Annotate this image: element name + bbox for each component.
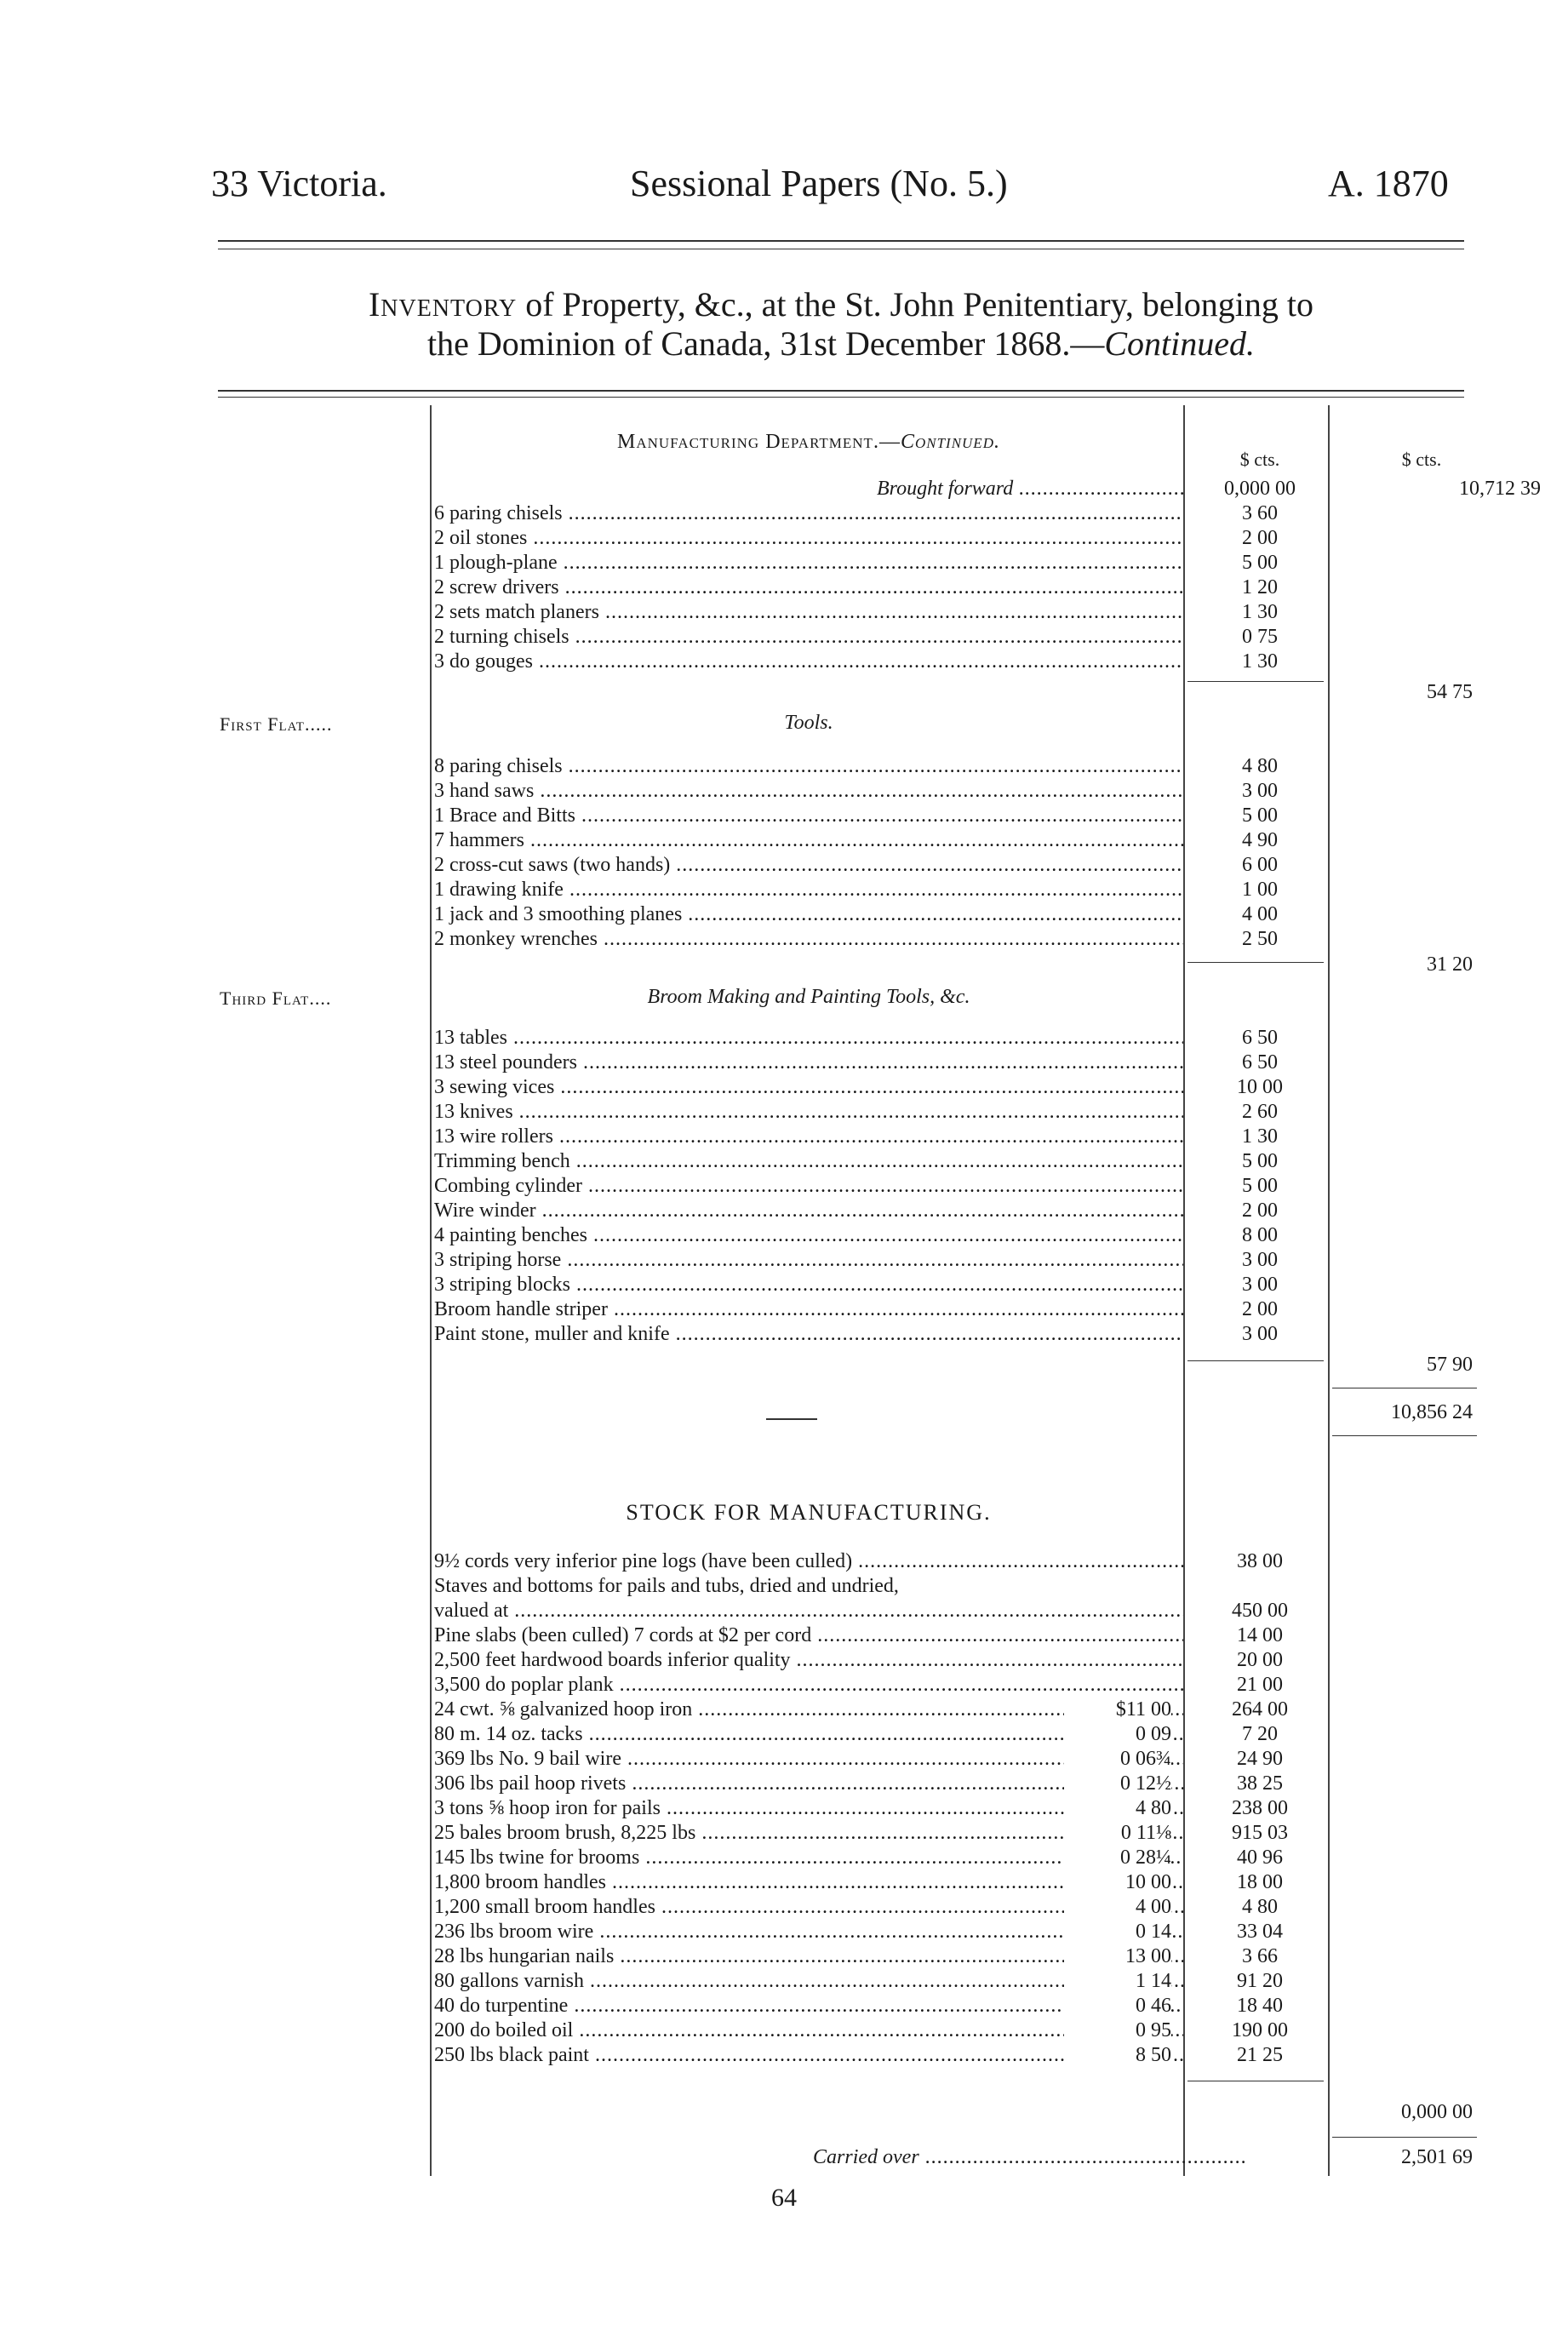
stock-subtotal: 0,000 00 — [1401, 2101, 1473, 2123]
title-lead: Inventory — [368, 285, 518, 323]
manufacturing-heading-text: Manufacturing Department.— — [617, 431, 901, 453]
column-rule-amount — [1183, 405, 1185, 2176]
carried-over-label: Carried over ..... — [813, 2146, 1247, 2169]
manufacturing-amount-rule — [1187, 681, 1324, 682]
total-column-header: $ cts. — [1401, 449, 1442, 470]
column-rule-total — [1328, 405, 1330, 2176]
header-rule-top — [218, 240, 1464, 242]
broom-heading: Broom Making and Painting Tools, &c. — [647, 986, 970, 1008]
brought-forward-total: 10,712 39 — [1459, 478, 1541, 500]
grand-total-underline — [1332, 1435, 1477, 1436]
manufacturing-heading-continued: Continued. — [900, 431, 1000, 453]
column-rule-description — [430, 405, 432, 2176]
grand-total: 10,856 24 — [1391, 1401, 1473, 1423]
manufacturing-heading — [434, 431, 1183, 454]
title-line2: the Dominion of Canada, 31st December 1868.— — [426, 324, 1105, 363]
manufacturing-subtotal: 54 75 — [1427, 681, 1473, 703]
brought-forward-row — [434, 477, 1541, 501]
tools-subtotal: 31 20 — [1427, 953, 1473, 976]
tools-amount-rule — [1187, 962, 1324, 963]
third-flat-label: Third Flat.... — [220, 988, 332, 1009]
title-continued: Continued. — [1104, 324, 1256, 363]
title-line1: of Property, &c., at the St. John Penitentiary, belonging to — [517, 285, 1314, 323]
tools-heading: Tools. — [784, 712, 833, 734]
header-left: 33 Victoria. — [211, 163, 387, 204]
page-title — [218, 285, 1464, 364]
stock-heading: STOCK FOR MANUFACTURING. — [626, 1500, 992, 1525]
section-separator-dash — [766, 1418, 817, 1420]
title-rule-bottom — [218, 397, 1464, 398]
amount-column-header: $ cts. — [1239, 449, 1280, 470]
page-number: 64 — [771, 2184, 797, 2212]
first-flat-label: First Flat..... — [220, 713, 333, 735]
carried-over-total: 2,501 69 — [1401, 2146, 1473, 2168]
title-rule-top — [218, 390, 1464, 392]
header-center: Sessional Papers (No. 5.) — [630, 163, 1008, 204]
brought-forward-amount: 0,000 00 — [1224, 478, 1296, 500]
carried-over-rule — [1332, 2137, 1477, 2138]
header-right: A. 1870 — [1328, 163, 1449, 204]
broom-subtotal: 57 90 — [1427, 1354, 1473, 1376]
broom-amount-rule — [1187, 1360, 1324, 1361]
brought-forward-label: Brought forward ..... — [877, 477, 1183, 501]
